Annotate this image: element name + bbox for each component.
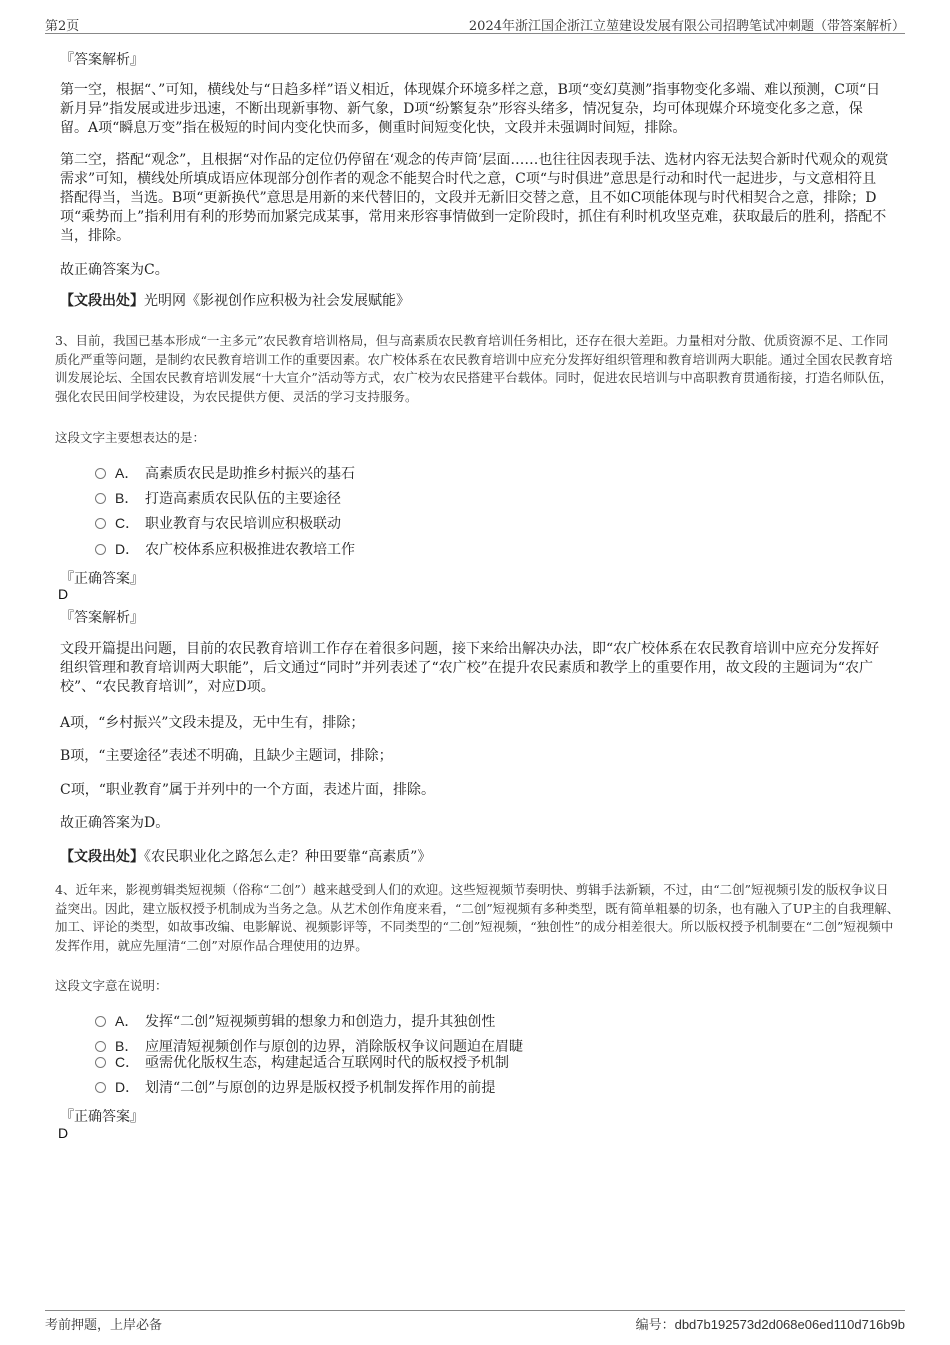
q3-analysis-label: 『答案解析』 bbox=[60, 610, 144, 626]
q4-answer: D bbox=[58, 1125, 69, 1141]
radio-icon[interactable] bbox=[95, 493, 106, 504]
q3-source-label: 【文段出处】 bbox=[60, 849, 144, 865]
header-divider bbox=[45, 33, 905, 34]
q4-question-text: 4、近年来，影视剪辑类短视频（俗称“二创”）越来越受到人们的欢迎。这些短视频节奏明快、剪辑手法新颖，不过，由“二创”短视频引发的版权争议日益突出。因此，建立版权授予机制成为当务之急。从艺术创作角度来看，“二创”短视频有多种类型，既有简单粗暴的切条，也有融入了UP主的自我理解、加工、评论的类型，如故事改编、电影解说、视频影评等，不同类型的“二创”短视频，“独创性”的成分相差很大。所以版权授予机制要在“二创”短视频中发挥作用，就应先厘清“二创”对原作品合理使用的边界。 bbox=[55, 882, 900, 953]
q4-option-b[interactable]: B． 应厘清短视频创作与原创的边界，消除版权争议问题迫在眉睫 bbox=[95, 1036, 523, 1056]
q3-option-d[interactable]: D． 农广校体系应积极推进农教培工作 bbox=[95, 539, 355, 559]
q2-analysis-para1: 第一空，根据“、”可知，横线处与“日趋多样”语义相近，体现媒介环境多样之意，B项“变幻莫测”指事物变化多端、难以预测，C项“日新月异”指发展或进步迅速，不断出现新事物、新气象，D项“纷繁复杂”形容头绪多，情况复杂，均可体现媒介环境变化多之意，保留。A项“瞬息万变”指在极短的时间内变化快而多，侧重时间短变化快，文段并未强调时间短，排除。 bbox=[60, 82, 881, 136]
radio-icon[interactable] bbox=[95, 1041, 106, 1052]
q2-conclusion: 故正确答案为C。 bbox=[60, 262, 169, 278]
q3-note-a: A项，“乡村振兴”文段未提及，无中生有，排除； bbox=[60, 715, 365, 731]
q2-analysis-label: 『答案解析』 bbox=[60, 52, 144, 68]
footer-divider bbox=[45, 1310, 905, 1311]
q3-option-a[interactable]: A． 高素质农民是助推乡村振兴的基石 bbox=[95, 463, 355, 483]
page-number: 第2页 bbox=[45, 19, 80, 34]
document-code-label: 编号： bbox=[635, 1318, 675, 1333]
q4-prompt: 这段文字意在说明： bbox=[55, 978, 168, 993]
q3-note-c: C项，“职业教育”属于并列中的一个方面，表述片面，排除。 bbox=[60, 782, 436, 798]
q2-analysis-para2: 第二空，搭配“观念”，且根据“对作品的定位仍停留在‘观念的传声筒’层面……也往往因表现手法、选材内容无法契合新时代观众的观赏需求”可知，横线处所填成语应体现部分创作者的观念不能契合时代之意，C项“与时俱进”意思是行动和时代一起进步，与文意相符且搭配得当，当选。B项“更新换代”意思是用新的来代替旧的，文段并无新旧交替之意，且不如C项能体现与时代相契合之意，排除；D项“乘势而上”指利用有利的形势而加紧完成某事，常用来形容事情做到一定阶段时，抓住有利时机攻坚克难，获取最后的胜利，搭配不当，排除。 bbox=[60, 152, 889, 244]
q3-source-text: 《农民职业化之路怎么走？种田要靠“高素质”》 bbox=[144, 849, 432, 865]
q2-source-label: 【文段出处】 bbox=[60, 293, 144, 309]
q4-option-d[interactable]: D． 划清“二创”与原创的边界是版权授予机制发挥作用的前提 bbox=[95, 1077, 495, 1097]
q3-source bbox=[60, 846, 431, 866]
radio-icon[interactable] bbox=[95, 518, 106, 529]
q4-option-a[interactable]: A． 发挥“二创”短视频剪辑的想象力和创造力，提升其独创性 bbox=[95, 1011, 495, 1031]
radio-icon[interactable] bbox=[95, 1016, 106, 1027]
q2-source bbox=[60, 290, 410, 310]
q3-question-text: 3、目前，我国已基本形成“一主多元”农民教育培训格局，但与高素质农民教育培训任务相比，还存在很大差距。力量相对分散、优质资源不足、工作同质化严重等问题，是制约农民教育培训工作的重要因素。农广校体系在农民教育培训中应充分发挥好组织管理和教育培训两大职能。通过全国农民教育培训发展论坛、全国农民教育培训发展“十大宣介”活动等方式，农广校为农民搭建平台载体。同时，促进农民培训与中高职教育贯通衔接，打造名师队伍，强化农民田间学校建设，为农民提供方便、灵活的学习支持服务。 bbox=[55, 333, 893, 404]
q3-conclusion: 故正确答案为D。 bbox=[60, 815, 170, 831]
q2-source-text: 光明网《影视创作应积极为社会发展赋能》 bbox=[144, 293, 410, 309]
q3-answer: D bbox=[58, 586, 69, 602]
q3-note-b: B项，“主要途径”表述不明确，且缺少主题词，排除； bbox=[60, 748, 393, 764]
q4-answer-label: 『正确答案』 bbox=[60, 1109, 144, 1125]
q3-prompt: 这段文字主要想表达的是： bbox=[55, 430, 206, 445]
document-title: 2024年浙江国企浙江立堃建设发展有限公司招聘笔试冲刺题（带答案解析） bbox=[468, 19, 905, 34]
radio-icon[interactable] bbox=[95, 1082, 106, 1093]
q3-analysis-text: 文段开篇提出问题，目前的农民教育培训工作存在着很多问题，接下来给出解决办法，即“农广校体系在农民教育培训中应充分发挥好组织管理和教育培训两大职能”，后文通过“同时”并列表述了“农广校”在提升农民素质和教学上的重要作用，故文段的主题词为“农广校”、“农民教育培训”，对应D项。 bbox=[60, 641, 880, 695]
q3-answer-label: 『正确答案』 bbox=[60, 571, 144, 587]
footer-slogan: 考前押题，上岸必备 bbox=[45, 1318, 163, 1333]
q3-option-c[interactable]: C． 职业教育与农民培训应积极联动 bbox=[95, 513, 341, 533]
q3-option-b[interactable]: B． 打造高素质农民队伍的主要途径 bbox=[95, 488, 341, 508]
radio-icon[interactable] bbox=[95, 468, 106, 479]
radio-icon[interactable] bbox=[95, 544, 106, 555]
document-code bbox=[636, 1314, 905, 1333]
document-code-value: dbd7b192573d2d068e06ed110d716b9b bbox=[674, 1317, 905, 1332]
q4-option-c[interactable]: C． 亟需优化版权生态，构建起适合互联网时代的版权授予机制 bbox=[95, 1052, 509, 1072]
radio-icon[interactable] bbox=[95, 1057, 106, 1068]
